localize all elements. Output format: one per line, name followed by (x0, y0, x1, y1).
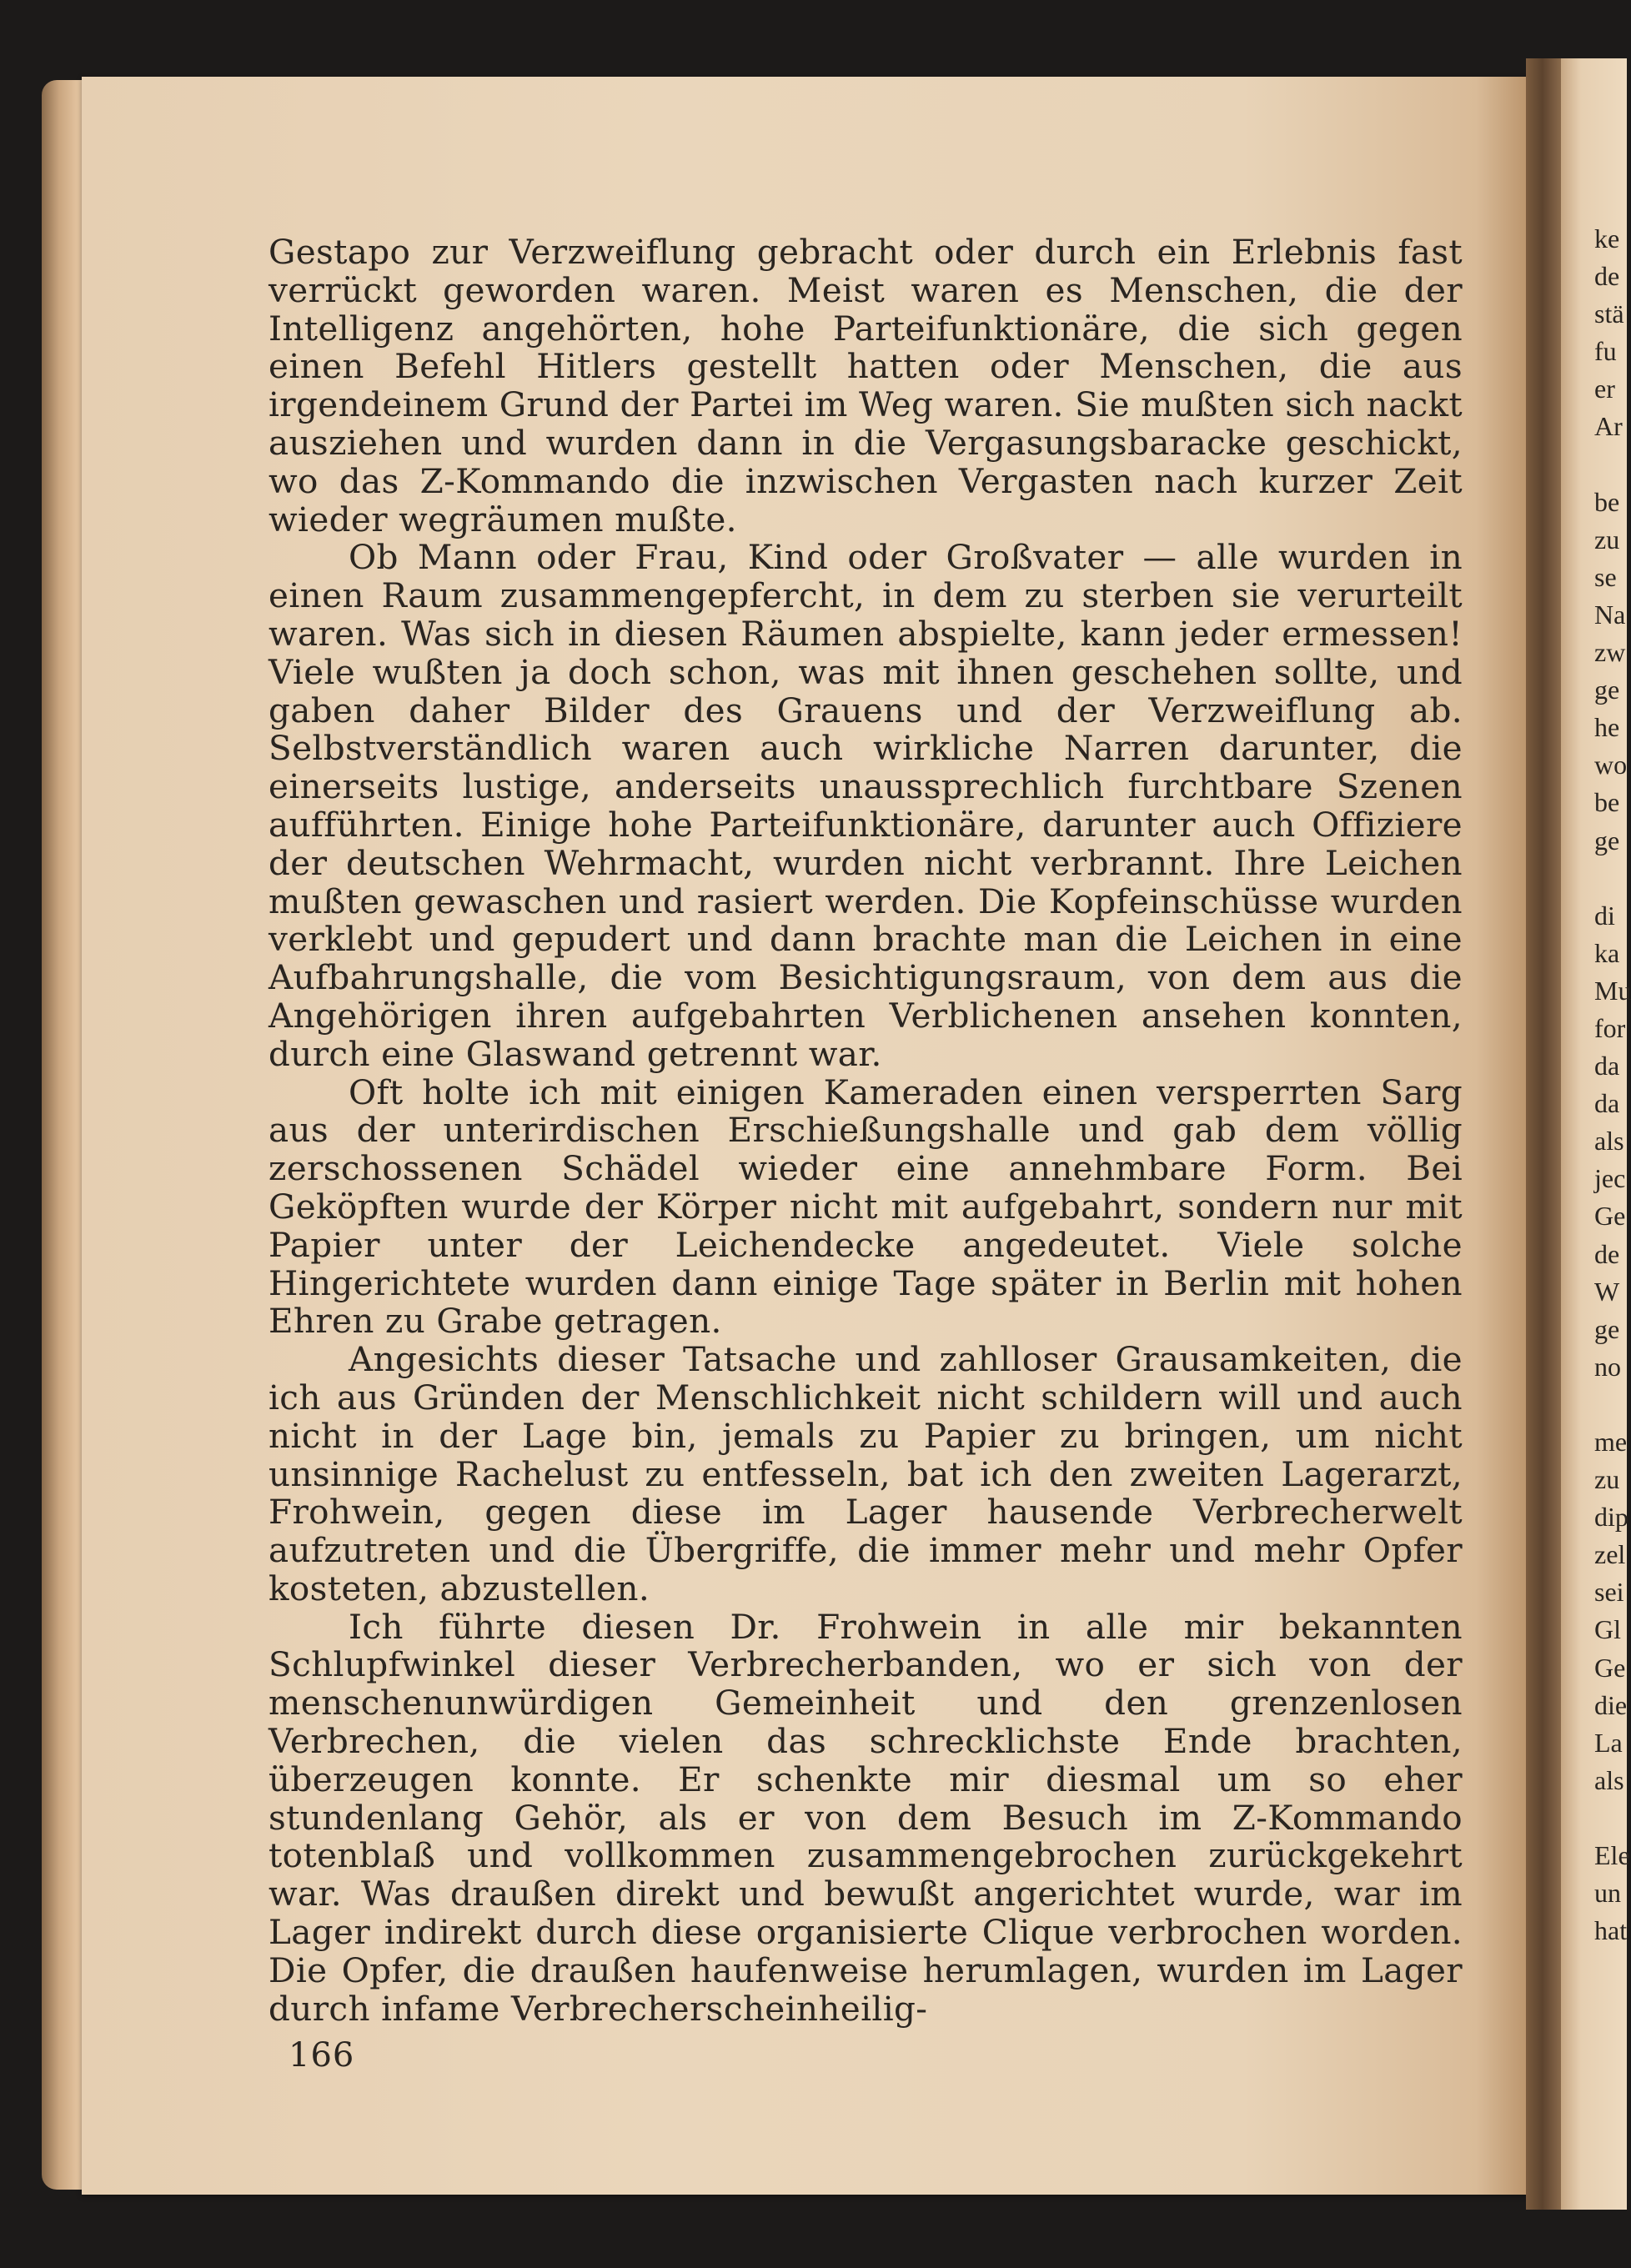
facing-page-line: die (1594, 1689, 1628, 1720)
facing-page-line: ke (1594, 223, 1620, 253)
facing-page-line: Na (1594, 599, 1626, 630)
facing-page-line: W (1594, 1276, 1620, 1307)
facing-page-line (1594, 446, 1627, 484)
facing-page-line: als (1594, 1764, 1624, 1795)
facing-page-line: zu (1594, 524, 1620, 554)
facing-page-line: La (1594, 1727, 1623, 1758)
facing-page-line: di (1594, 900, 1615, 931)
paragraph: Ob Mann oder Frau, Kind oder Großvater — alle wurden in einen Raum zusammengepfercht, in dem zu sterben sie verurteilt waren. Was sich in diesen Räumen abspielte, kann jeder ermessen! Viele wußten ja doch schon, was mit ihnen geschehen sollte, und gaben daher Bilder des Grauens und der Verzweiflung ab. Selbstverständlich waren auch wirkliche Narren darunter, die einerseits lustige, anderseits unaussprechlich furchtbare Szenen aufführten. Einige hohe Parteifunktionäre, darunter auch Offiziere der deutschen Wehrmacht, wurden nicht verbrannt. Ihre Leichen mußten gewaschen und rasiert werden. Die Kopfeinschüsse wurden verklebt und gepudert und dann brachte man die Leichen in eine Aufbahrungshalle, die vom Besichtigungsraum, von dem aus die Angehörigen ihren aufgebahrten Verblichenen ansehen konnten, durch eine Glaswand getrennt war. (268, 537, 1463, 1074)
paragraph: Angesichts dieser Tatsache und zahlloser Grausamkeiten, die ich aus Gründen der Menschlichkeit nicht schildern will und auch nicht in der Lage bin, jemals zu Papier zu bringen, um nicht unsinnige Rachelust zu entfesseln, bat ich den zweiten Lagerarzt, Frohwein, gegen diese im Lager hausende Verbrecherwelt aufzutreten und die Übergriffe, die immer mehr und mehr Opfer kosteten, abzustellen. (268, 1339, 1463, 1608)
book-gutter (1526, 58, 1563, 2210)
facing-page-line: no (1594, 1351, 1621, 1382)
facing-page-line: he (1594, 712, 1620, 743)
facing-page-text (1594, 220, 1631, 1949)
facing-page-line: Ge (1594, 1652, 1626, 1683)
facing-page-line: er (1594, 374, 1615, 404)
paragraph: Oft holte ich mit einigen Kameraden einen versperrten Sarg aus der unterirdischen Erschießungshalle und gab dem völlig zerschossenen Schädel wieder eine annehmbare Form. Bei Geköpften wurde der Körper nicht mit aufgebahrt, sondern nur mit Papier unter der Leichendecke angedeutet. Viele solche Hingerichtete wurden dann einige Tage später in Berlin mit hohen Ehren zu Grabe getragen. (268, 1071, 1463, 1342)
facing-page-line: be (1594, 787, 1620, 818)
facing-page-line: ge (1594, 675, 1620, 705)
facing-page-line: de (1594, 261, 1620, 292)
facing-page-line: Ar (1594, 411, 1623, 442)
facing-page-line: da (1594, 1051, 1620, 1081)
facing-page-line: wo (1594, 750, 1628, 780)
facing-page-line (1594, 860, 1627, 897)
facing-page-line: ge (1594, 1313, 1620, 1344)
facing-page-line: Mu (1594, 975, 1631, 1006)
paragraph: Ich führte diesen Dr. Frohwein in alle mir bekannten Schlupfwinkel dieser Verbrecherbanden, wo er sich von der menschenunwürdigen Gemeinheit und den grenzenlosen Verbrechen, die vielen das schrecklichste Ende brachten, überzeugen konnte. Er schenkte mir diesmal um so eher stundenlang Gehör, als er von dem Besuch im Z-Kommando totenblaß und vollkommen zusammengebrochen zurückgekehrt war. Was draußen direkt und bewußt angerichtet wurde, war im Lager indirekt durch diese organisierte Clique verbrochen worden. Die Opfer, die draußen haufenweise herumlagen, wurden im Lager durch infame Verbrecherscheinheilig- (268, 1606, 1463, 2029)
facing-page-line: Ele (1594, 1840, 1630, 1871)
facing-page-line: Gl (1594, 1614, 1621, 1645)
facing-page-line (1594, 1799, 1627, 1837)
facing-page-line: Ge (1594, 1201, 1626, 1232)
facing-page-line: fu (1594, 336, 1617, 367)
facing-page-line: dip (1594, 1502, 1628, 1533)
facing-page-line: zu (1594, 1464, 1620, 1495)
facing-page-line: un (1594, 1878, 1621, 1909)
facing-page-line: se (1594, 561, 1617, 592)
page-number: 166 (289, 2036, 355, 2075)
facing-page-line: hat (1594, 1915, 1628, 1946)
facing-page-line: als (1594, 1126, 1624, 1157)
facing-page-line: zel (1594, 1539, 1626, 1570)
page-text (268, 233, 1463, 2028)
facing-page-line: ka (1594, 937, 1620, 968)
facing-page-line: me (1594, 1427, 1628, 1457)
facing-page-line: stä (1594, 299, 1624, 329)
facing-page-line: jec (1594, 1163, 1626, 1194)
facing-page-line: for (1594, 1012, 1626, 1043)
facing-page-line: de (1594, 1238, 1620, 1269)
facing-page-line: sei (1594, 1577, 1624, 1608)
facing-page-line: be (1594, 486, 1620, 517)
paragraph: Gestapo zur Verzweiflung gebracht oder durch ein Erlebnis fast verrückt geworden waren. Meist waren es Menschen, die der Intelligenz angehörten, hohe Parteifunktionäre, die sich gegen einen Befehl Hitlers gestellt hatten oder Menschen, die aus irgendeinem Grund der Partei im Weg waren. Sie mußten sich nackt ausziehen und wurden dann in die Vergasungsbaracke geschickt, wo das Z-Kommando die inzwischen Vergasten nach kurzer Zeit wieder wegräumen mußte. (268, 232, 1463, 539)
facing-page-line: ge (1594, 825, 1620, 856)
facing-page-line: da (1594, 1088, 1620, 1119)
facing-page-line (1594, 1386, 1627, 1423)
facing-page-line: zw (1594, 637, 1626, 668)
